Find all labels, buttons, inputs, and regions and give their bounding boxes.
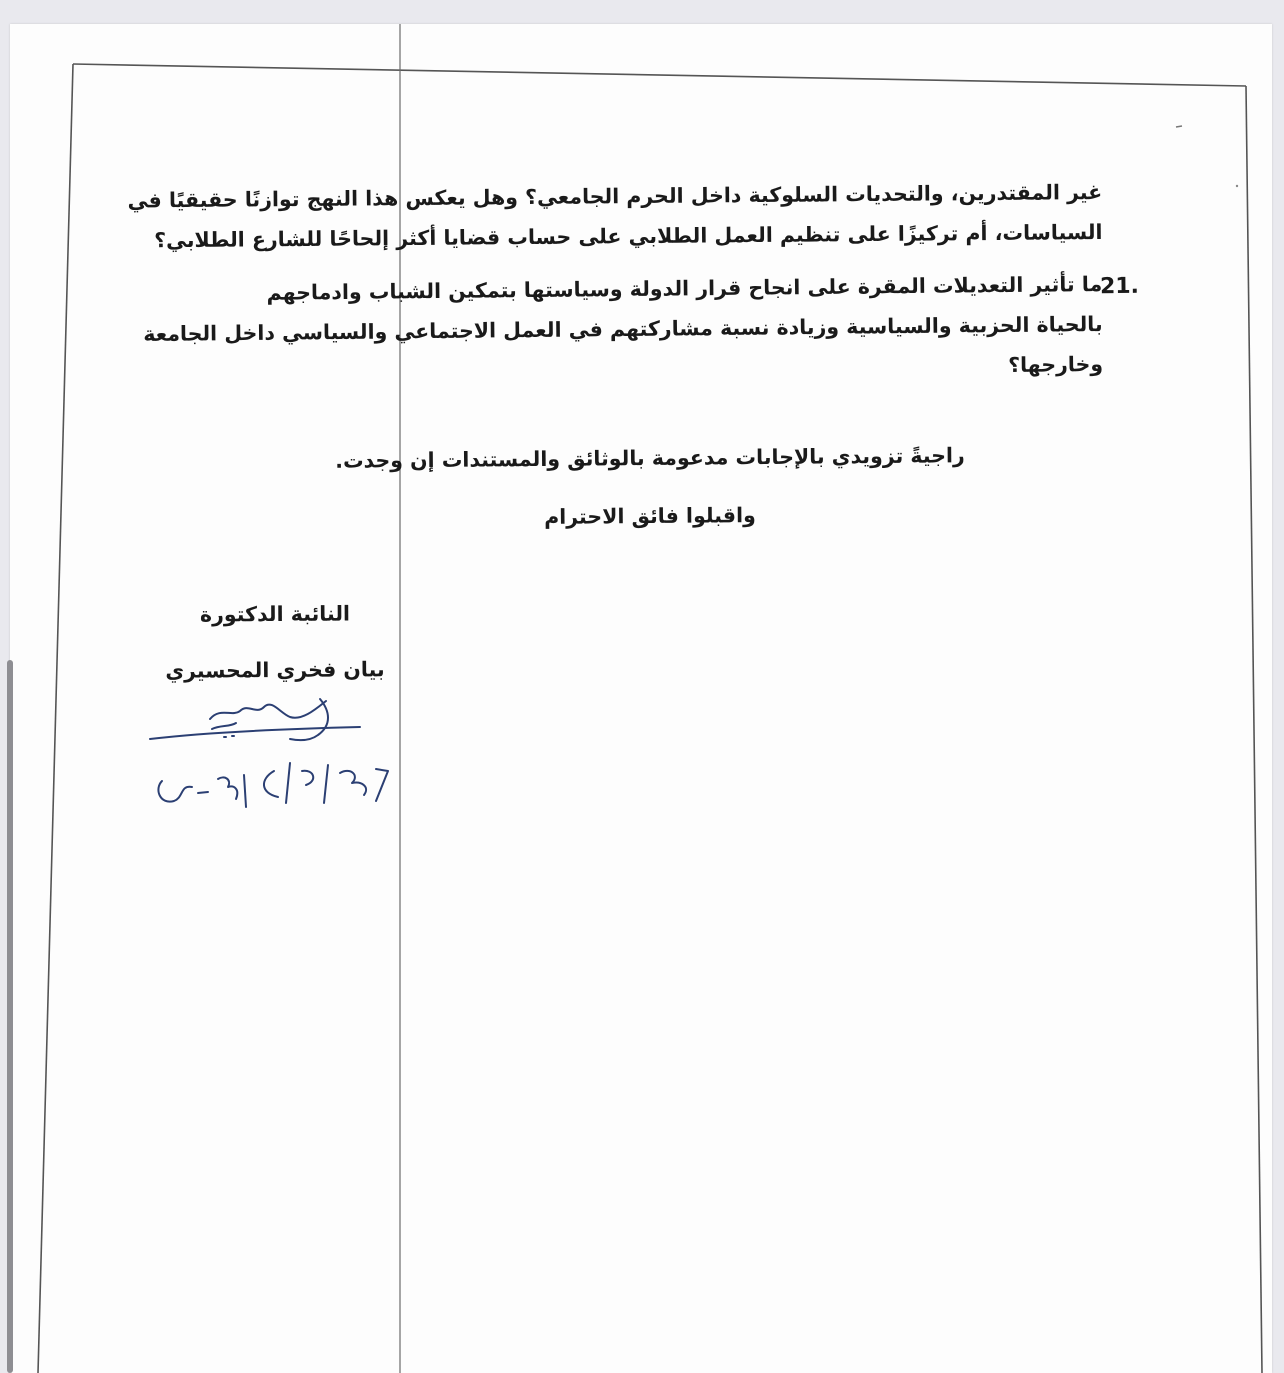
signature-stroke — [212, 723, 236, 729]
date-stroke — [244, 775, 246, 807]
date-stroke — [286, 763, 290, 803]
signature-stroke — [224, 736, 234, 737]
date-stroke — [198, 792, 208, 793]
previous-question-line: السياسات، أم تركيزًا على تنظيم العمل الطلابي على حساب قضايا أكثر إلحاحًا للشارع الطلابي؟ — [154, 219, 1103, 253]
date-stroke — [376, 769, 388, 801]
handwritten-signature-and-date — [140, 689, 430, 819]
date-stroke — [340, 771, 366, 795]
closing-line: واقبلوا فائق الاحترام — [544, 503, 756, 529]
date-stroke — [324, 765, 328, 803]
signature-stroke — [210, 701, 326, 719]
date-stroke — [302, 771, 313, 785]
previous-question-text — [127, 172, 1103, 260]
border-left-line — [38, 64, 73, 1373]
scan-speck — [1176, 126, 1182, 127]
question-line: بالحياة الحزبية والسياسية وزيادة نسبة مشاركتهم في العمل الاجتماعي والسياسي داخل الجامعة — [143, 311, 1103, 347]
border-top-line — [73, 64, 1246, 86]
scrollbar-thumb[interactable] — [7, 660, 13, 1373]
scan-dot — [1236, 185, 1238, 187]
question-line: وخارجها؟ — [1008, 351, 1104, 377]
question-21-text — [143, 264, 1104, 394]
question-line: ما تأثير التعديلات المقرة على انجاح قرار الدولة وسياستها بتمكين الشباب وادماجهم — [266, 271, 1103, 305]
signatory-name: بيان فخري المحسيري — [165, 657, 385, 683]
date-stroke — [218, 777, 237, 799]
date-stroke — [264, 771, 278, 797]
border-right-line — [1246, 86, 1262, 1373]
date-stroke — [158, 781, 192, 802]
request-line: راجيةً تزويدي بالإجابات مدعومة بالوثائق والمستندات إن وجدت. — [335, 443, 965, 473]
signatory-title: النائبة الدكتورة — [199, 601, 351, 627]
signature-stroke — [150, 727, 360, 739]
scanned-page — [10, 24, 1272, 1373]
question-number: 21. — [1099, 273, 1140, 300]
previous-question-line: غير المقتدرين، والتحديات السلوكية داخل الحرم الجامعي؟ وهل يعكس هذا النهج توازنًا حقيقيًا في — [127, 179, 1103, 213]
